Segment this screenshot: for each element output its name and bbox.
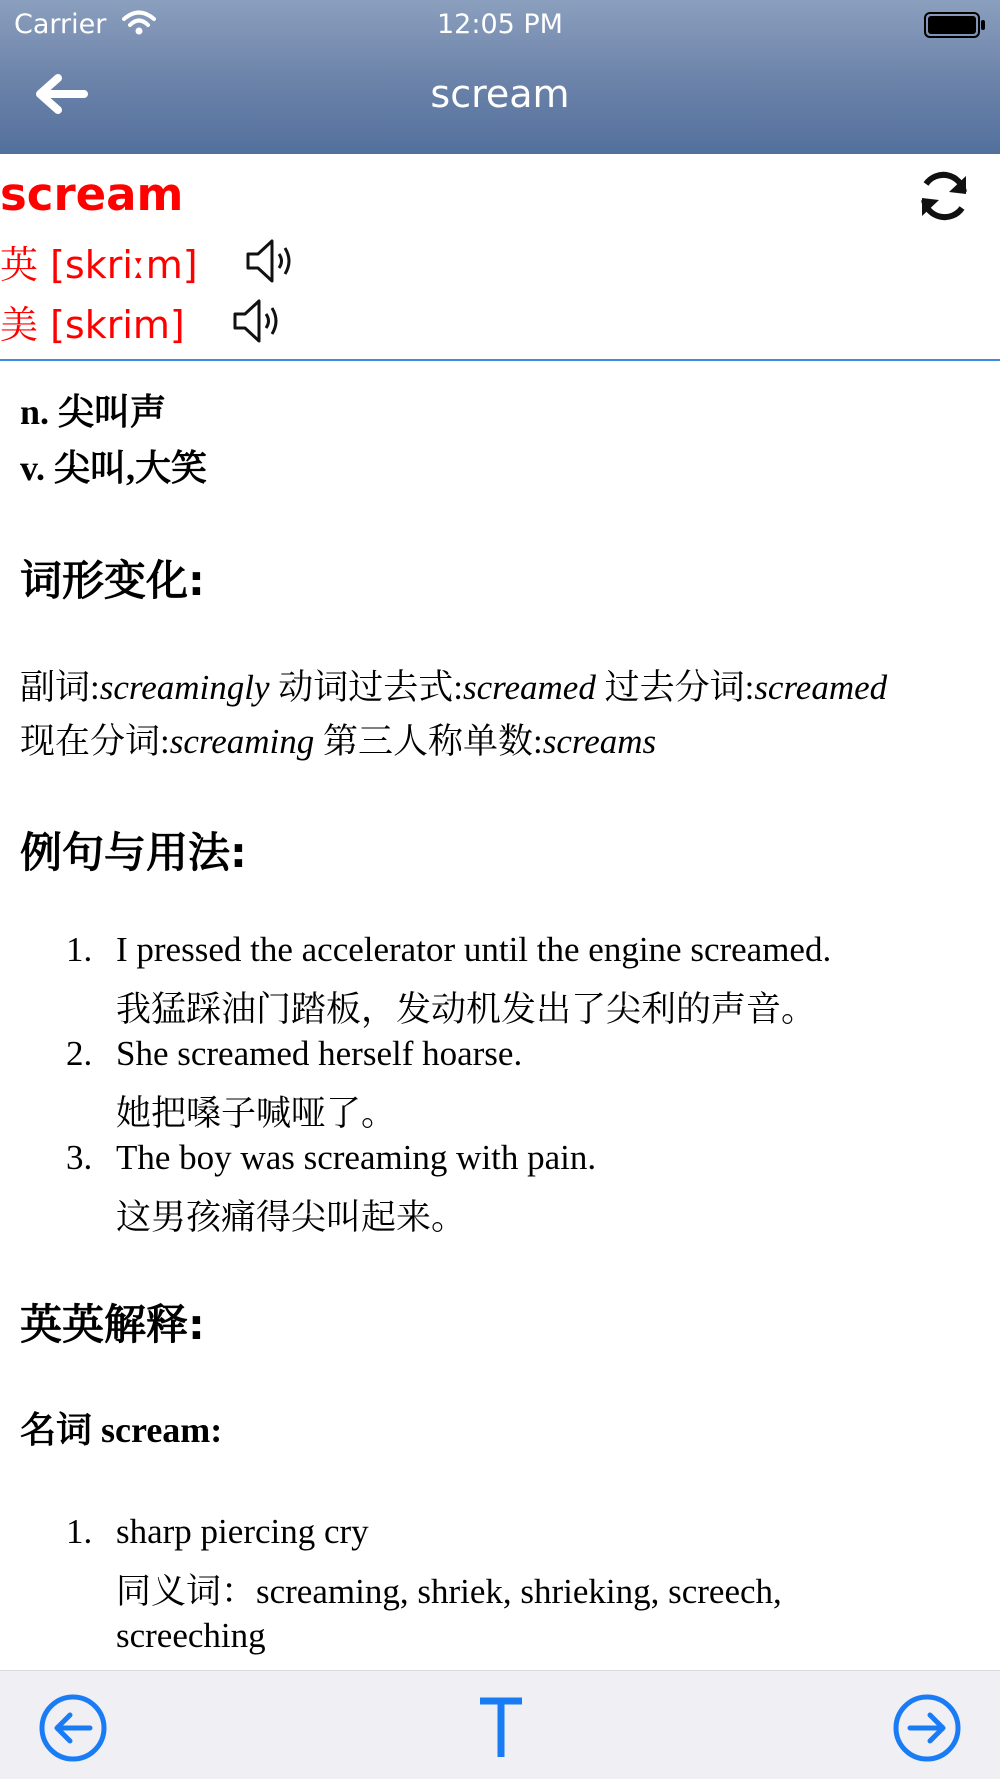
definition-noun: n. 尖叫声	[20, 392, 167, 432]
navigation-bar	[0, 0, 1000, 154]
header-divider	[0, 359, 1000, 361]
example-en: The boy was screaming with pain.	[116, 1138, 597, 1177]
en-en-definition: sharp piercing cry	[116, 1512, 369, 1551]
en-en-heading: 英英解释:	[20, 1300, 205, 1349]
example-en: I pressed the accelerator until the engine screamed.	[116, 930, 832, 969]
circle-right-arrow-icon[interactable]	[892, 1693, 962, 1763]
bottom-toolbar	[0, 1670, 1000, 1779]
carrier-label: Carrier	[14, 9, 107, 40]
status-time: 12:05 PM	[437, 9, 563, 40]
example-en: She screamed herself hoarse.	[116, 1034, 523, 1073]
example-zh: 我猛踩油门踏板，发动机发出了尖利的声音。	[116, 990, 817, 1029]
refresh-icon[interactable]	[914, 166, 974, 226]
present-participle-label: 现在分词:	[20, 722, 170, 761]
past-label: 动词过去式:	[278, 668, 463, 707]
en-en-synonyms: 同义词：screaming, shriek, shrieking, screech,	[116, 1572, 782, 1611]
us-speaker-icon[interactable]	[229, 294, 283, 348]
circle-left-arrow-icon[interactable]	[38, 1693, 108, 1763]
uk-speaker-icon[interactable]	[242, 234, 296, 288]
example-number: 3.	[66, 1138, 93, 1177]
past-participle-label: 过去分词:	[604, 668, 755, 707]
battery-icon	[924, 11, 986, 39]
example-zh: 她把嗓子喊哑了。	[116, 1094, 397, 1133]
example-zh: 这男孩痛得尖叫起来。	[116, 1198, 467, 1237]
example-number: 2.	[66, 1034, 93, 1073]
status-bar	[0, 0, 1000, 48]
third-person-label: 第三人称单数:	[323, 722, 543, 761]
us-pronunciation: 美 [skrim]	[0, 303, 185, 347]
dictionary-content	[0, 362, 1000, 1670]
uk-pronunciation: 英 [skriːm]	[0, 243, 198, 287]
forms-heading: 词形变化:	[20, 556, 205, 605]
text-size-icon[interactable]	[466, 1693, 536, 1763]
word-forms-line-2	[20, 714, 656, 764]
headword: scream	[0, 168, 184, 221]
adverb-label: 副词:	[20, 668, 100, 707]
word-header	[0, 154, 1000, 360]
third-person-form: screams	[542, 722, 657, 761]
adverb-form: screamingly	[99, 668, 270, 707]
present-participle-form: screaming	[169, 722, 315, 761]
nav-title: scream	[430, 72, 570, 116]
word-forms-line-1	[20, 660, 887, 710]
definition-verb: v. 尖叫,大笑	[20, 448, 208, 488]
examples-heading: 例句与用法:	[20, 828, 247, 877]
past-form: screamed	[463, 668, 596, 707]
en-en-synonyms-cont: screeching	[116, 1616, 266, 1655]
past-participle-form: screamed	[754, 668, 888, 707]
example-number: 1.	[66, 930, 93, 969]
noun-subheading: 名词 scream:	[20, 1410, 223, 1450]
en-en-number: 1.	[66, 1512, 93, 1551]
